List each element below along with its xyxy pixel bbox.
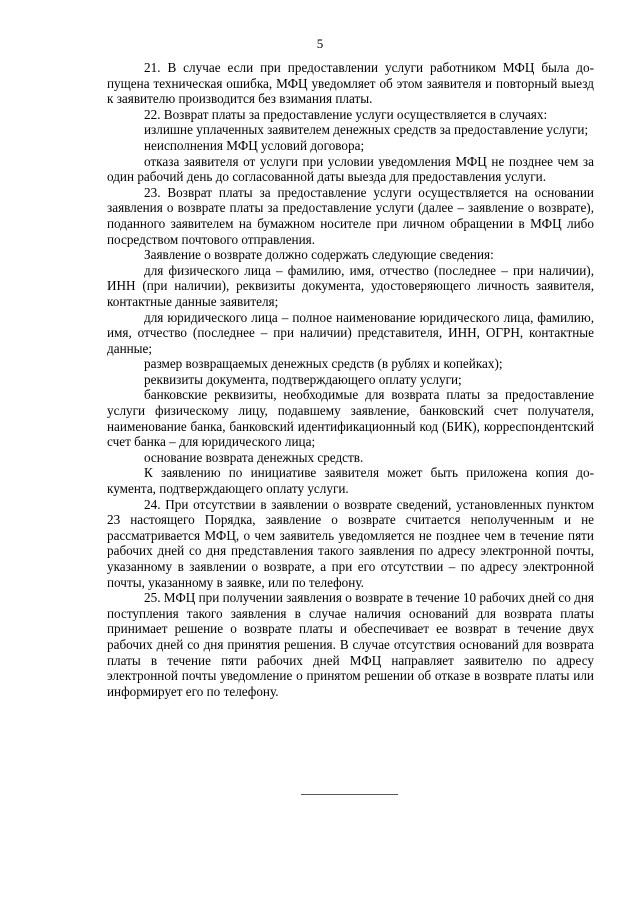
list-item: неисполнения МФЦ условий договора;	[144, 137, 365, 153]
end-divider	[301, 794, 398, 795]
paragraph-24: 24. При отсутствии в заявлении о возврате сведений, установленных пунктом 23 настоящего Порядка, заявление о возврате считается неполученным и не рассматривается МФЦ, о чем заявитель уведомляется не позднее чем в течение пяти рабочих дней со дня представления такого заявления по адресу электронной почты, указанному в заявлении о возврате, а при его отсутствии – по адресу электронной почты, указанному в заявке, или по телефону.	[107, 496, 594, 590]
list-item: банковские реквизиты, необходимые для возврата платы за предоставление услуги физическому лицу, подавшему заявление, банковский счет получателя, наименование банка, банковский идентификационный код (БИК), корреспондентский счет банка – для юридического лица;	[107, 387, 594, 450]
paragraph-25: 25. МФЦ при получении заявления о возврате в течение 10 рабочих дней со дня поступления такого заявления в случае наличия оснований для возврата платы принимает решение о возврате платы и обеспечивает ее возврат в течение двух рабочих дней со дня принятия решения. В случае отсутствия оснований для возврата платы в течение пяти рабочих дней МФЦ направляет заявителю по адресу электронной почты уведомление о принятом решении об отказе в возврате платы или информирует его по телефону.	[107, 590, 594, 699]
paragraph: Заявление о возврате должно содержать следующие сведения:	[144, 247, 494, 263]
paragraph-22: 22. Возврат платы за предоставление услуги осуществляется в случаях:	[144, 106, 548, 122]
list-item: для юридического лица – полное наименование юридического лица, фамилию, имя, отчество (последнее – при наличии) представителя, ИНН, ОГРН, контактные данные;	[107, 309, 594, 356]
paragraph-21: 21. В случае если при предоставлении услуги работником МФЦ была допущена техническая ошибка, МФЦ уведомляет об этом заявителя и повторный выезд к заявителю производится без взимания платы.	[107, 60, 594, 107]
list-item: излишне уплаченных заявителем денежных средств за предоставление услуги;	[144, 122, 589, 138]
list-item: отказа заявителя от услуги при условии уведомления МФЦ не позднее чем за один рабочий день до согласованной даты выезда для предоставления услуги.	[107, 153, 594, 185]
document-body	[107, 60, 594, 699]
list-item: основание возврата денежных средств.	[144, 449, 364, 465]
list-item: реквизиты документа, подтверждающего оплату услуги;	[144, 371, 462, 387]
paragraph: К заявлению по инициативе заявителя может быть приложена копия документа, подтверждающего оплату услуги.	[107, 465, 594, 497]
paragraph-23: 23. Возврат платы за предоставление услуги осуществляется на основании заявления о возврате платы за предоставление услуги (далее – заявление о возврате), поданного заявителем на бумажном носителе при личном обращении в МФЦ либо посредством почтового отправления.	[107, 184, 594, 247]
list-item: для физического лица – фамилию, имя, отчество (последнее – при наличии), ИНН (при наличии), реквизиты документа, удостоверяющего личность заявителя, контактные данные заявителя;	[107, 262, 594, 309]
page-number: 5	[316, 36, 324, 51]
list-item: размер возвращаемых денежных средств (в рублях и копейках);	[144, 356, 503, 372]
